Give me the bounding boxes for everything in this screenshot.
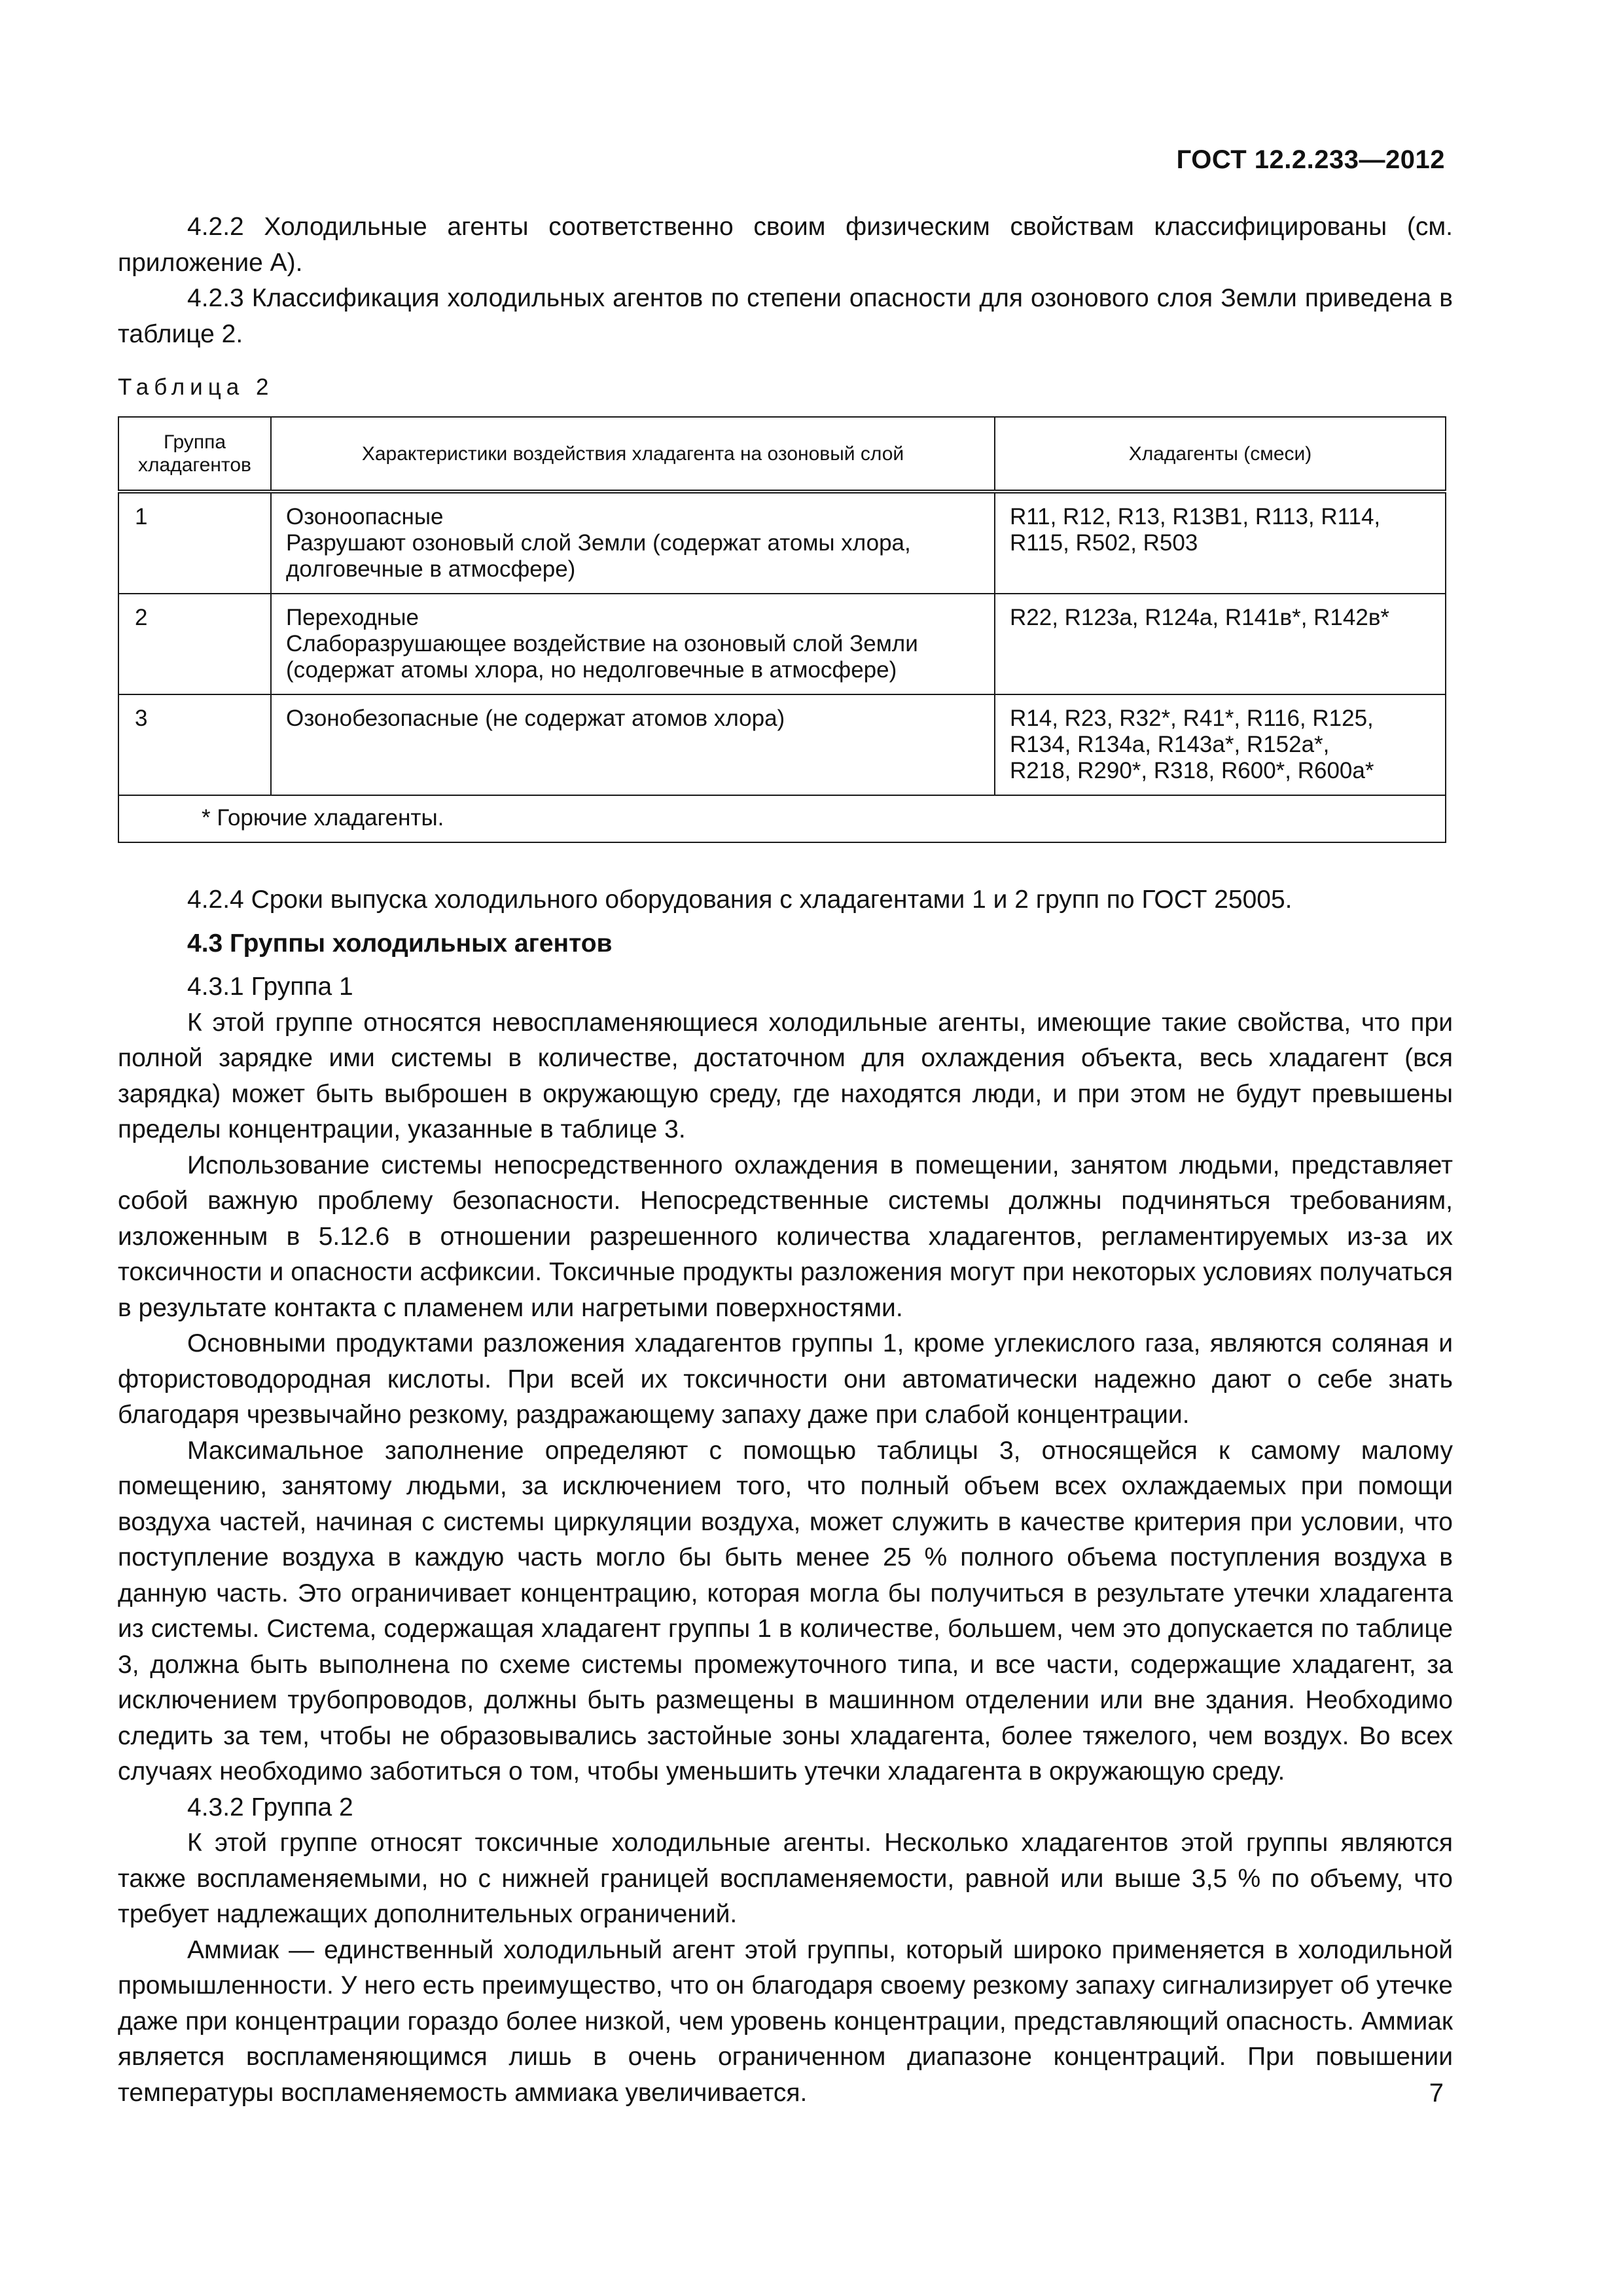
characteristic-cell: Озонобезопасные (не содержат атомов хлора) — [271, 694, 995, 795]
group-cell: 2 — [118, 594, 271, 694]
group-cell: 3 — [118, 694, 271, 795]
characteristic-cell: Озоноопасные Разрушают озоновый слой Земли (содержат атомы хлора, долговечные в атмосфере) — [271, 492, 995, 594]
paragraph: Максимальное заполнение определяют с помощью таблицы 3, относящейся к самому малому помещению, занятому людьми, за исключением того, что полный объем всех охлаждаемых при помощи воздуха частей, начиная с системы циркуляции воздуха, может служить в качестве критерия при условии, что поступление воздуха в каждую часть могло бы быть менее 25 % полного объема поступления воздуха в данную часть. Это ограничивает концентрацию, которая могла бы получиться в результате утечки хладагента из системы. Система, содержащая хладагент группы 1 в количестве, большем, чем это допускается по таблице 3, должна быть выполнена по схеме системы промежуточного типа, и все части, содержащие хладагент, за исключением трубопроводов, должны быть размещены в машинном отделении или вне здания. Необходимо следить за тем, чтобы не образовывались застойные зоны хладагента, более тяжелого, чем воздух. Во всех случаях необходимо заботиться о том, чтобы уменьшить утечки хладагента в окружающую среду. — [118, 1436, 1453, 1785]
table-row — [118, 594, 1446, 694]
header-characteristic: Характеристики воздействия хладагента на озоновый слой — [271, 417, 995, 492]
refrigerants-cell: R14, R23, R32*, R41*, R116, R125, R134, R134a, R143a*, R152a*, R218, R290*, R318, R600*, R600a* — [995, 694, 1446, 795]
paragraph: Использование системы непосредственного охлаждения в помещении, занятом людьми, представляет собой важную проблему безопасности. Непосредственные системы должны подчиняться требованиям, изложенным в 5.12.6 в отношении разрешенного количества хладагентов, регламентируемых из-за их токсичности и опасности асфиксии. Токсичные продукты разложения могут при некоторых условиях получаться в результате контакта с пламенем или нагретыми поверхностями. — [118, 1151, 1453, 1322]
section-heading-4-3: 4.3 Группы холодильных агентов — [187, 929, 613, 958]
paragraph-4-2-4: 4.2.4 Сроки выпуска холодильного оборудования с хладагентами 1 и 2 групп по ГОСТ 25005. — [187, 886, 1293, 914]
paragraph: К этой группе относятся невоспламеняющиеся холодильные агенты, имеющие такие свойства, что при полной зарядке ими системы в количестве, достаточном для охлаждения объекта, весь хладагент (вся зарядка) может быть выброшен в окружающую среду, где находятся люди, и при этом не будут превышены пределы концентрации, указанные в таблице 3. — [118, 1008, 1453, 1143]
document-code-header: ГОСТ 12.2.233—2012 — [1176, 145, 1445, 174]
page-number: 7 — [1429, 2079, 1444, 2108]
paragraph: Основными продуктами разложения хладагентов группы 1, кроме углекислого газа, являются соляная и фтористоводородная кислоты. При всей их токсичности они автоматически надежно дают о себе знать благодаря чрезвычайно резкому, раздражающему запаху даже при слабой концентрации. — [118, 1329, 1453, 1429]
table-footnote-row — [118, 795, 1446, 842]
table-header-row — [118, 417, 1446, 492]
table-row — [118, 694, 1446, 795]
header-group: Группа хладагентов — [118, 417, 271, 492]
paragraph: Аммиак — единственный холодильный агент этой группы, который широко применяется в холодильной промышленности. У него есть преимущество, что он благодаря своему резкому запаху сигнализирует об утечке даже при концентрации гораздо более низкой, чем уровень концентрации, представляющий опасность. Аммиак является воспламеняющимся лишь в очень ограниченном диапазоне концентраций. При повышении температуры воспламеняемость аммиака увеличивается. — [118, 1935, 1453, 2107]
paragraph: К этой группе относят токсичные холодильные агенты. Несколько хладагентов этой группы являются также воспламеняемыми, но с нижней границей воспламеняемости, равной или выше 3,5 % по объему, что требует надлежащих дополнительных ограничений. — [118, 1829, 1453, 1928]
intro-text — [118, 209, 1453, 352]
paragraph-4-2-2: 4.2.2 Холодильные агенты соответственно своим физическим свойствам классифицированы (см. приложение А). — [118, 213, 1453, 277]
table-footnote: * Горючие хладагенты. — [118, 795, 1446, 842]
refrigerants-cell: R22, R123a, R124a, R141в*, R142в* — [995, 594, 1446, 694]
refrigerants-cell: R11, R12, R13, R13B1, R113, R114, R115, R502, R503 — [995, 492, 1446, 594]
characteristic-cell: Переходные Слаборазрушающее воздействие на озоновый слой Земли (содержат атомы хлора, но недолговечные в атмосфере) — [271, 594, 995, 694]
header-refrigerants: Хладагенты (смеси) — [995, 417, 1446, 492]
table-row — [118, 492, 1446, 594]
group-cell: 1 — [118, 492, 271, 594]
sections-text — [118, 882, 1453, 2111]
paragraph-4-2-3: 4.2.3 Классификация холодильных агентов по степени опасности для озонового слоя Земли приведена в таблице 2. — [118, 284, 1453, 348]
subsection-heading-4-3-1: 4.3.1 Группа 1 — [187, 973, 353, 1001]
subsection-heading-4-3-2: 4.3.2 Группа 2 — [187, 1793, 353, 1821]
refrigerant-classification-table — [118, 416, 1446, 843]
table-caption: Таблица 2 — [118, 374, 274, 400]
